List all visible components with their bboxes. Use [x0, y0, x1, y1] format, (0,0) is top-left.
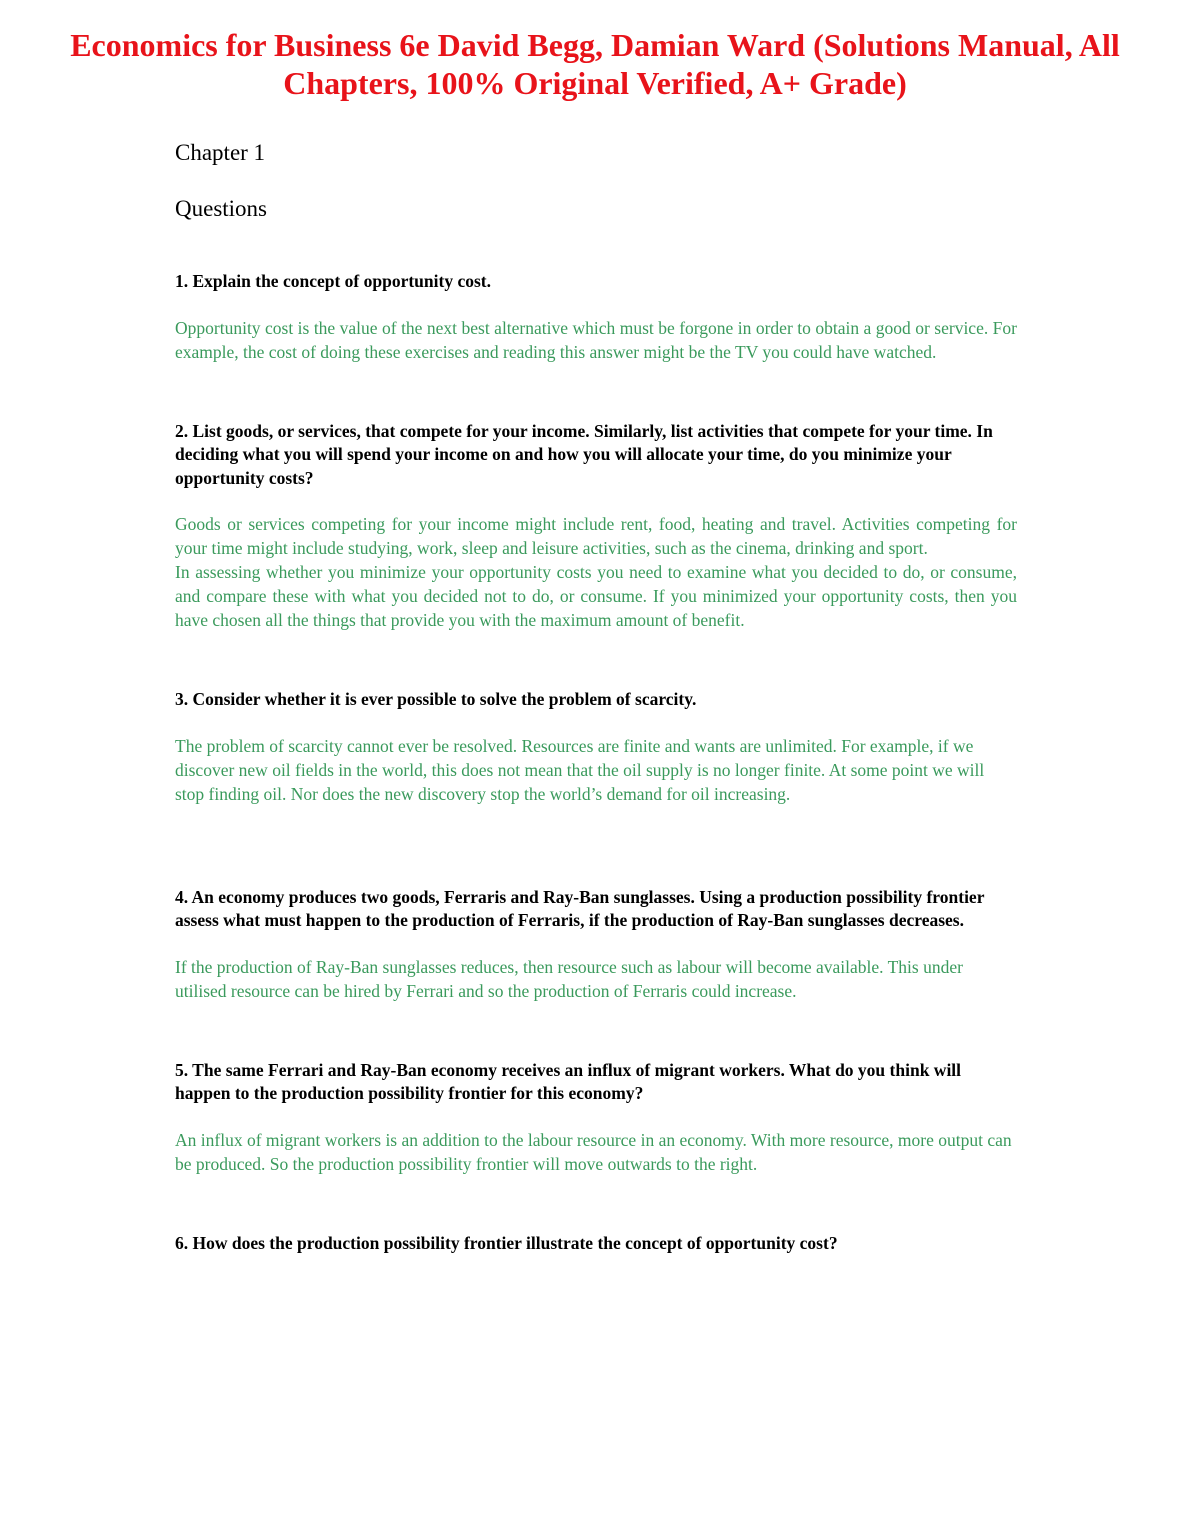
question-block-6 [175, 1232, 1017, 1256]
question-text: 6. How does the production possibility frontier illustrate the concept of opportunity cost? [175, 1232, 838, 1253]
question-text: 3. Consider whether it is ever possible to solve the problem of scarcity. [175, 689, 697, 709]
question-block-5 [175, 1059, 1017, 1176]
question-text: 4. An economy produces two goods, Ferraris and Ray-Ban sunglasses. Using a production possibility frontier assess what must happen to the production of Ferraris, if the production of Ray-Ban sunglasses decreases. [175, 886, 985, 930]
question-block-1 [175, 270, 1017, 364]
question-block-4 [175, 886, 1017, 1003]
answer-text: An influx of migrant workers is an addition to the labour resource in an economy. With more resource, more output can be produced. So the production possibility frontier will move outwards to the right. [175, 1129, 1012, 1174]
question-text: 5. The same Ferrari and Ray-Ban economy receives an influx of migrant workers. What do you think will happen to the production possibility frontier for this economy? [175, 1059, 962, 1103]
answer-text [175, 512, 1017, 632]
document-title: Economics for Business 6e David Begg, Damian Ward (Solutions Manual, All Chapters, 100% Original Verified, A+ Grade) [70, 27, 1120, 101]
answer-paragraph: In assessing whether you minimize your opportunity costs you need to examine what you decided to do, or consume, and compare these with what you decided not to do, or consume. If you minimized your opportunity costs, then you have chosen all the things that provide you with the maximum amount of benefit. [175, 562, 1017, 630]
answer-text: The problem of scarcity cannot ever be resolved. Resources are finite and wants are unlimited. For example, if we discover new oil fields in the world, this does not mean that the oil supply is no longer finite. At some point we will stop finding oil. Nor does the new discovery stop the world’s demand for oil increasing. [175, 735, 985, 804]
document-body [175, 138, 1017, 1277]
answer-text: Opportunity cost is the value of the next best alternative which must be forgone in order to obtain a good or service. For example, the cost of doing these exercises and reading this answer might be the TV you could have watched. [175, 317, 1017, 362]
chapter-heading: Chapter 1 [175, 140, 266, 165]
question-text: 1. Explain the concept of opportunity cost. [175, 271, 491, 291]
question-block-2 [175, 420, 1017, 633]
question-block-3 [175, 688, 1017, 806]
question-text: 2. List goods, or services, that compete for your income. Similarly, list activities that compete for your time. In deciding what you will spend your income on and how you will allocate your time, do you minimize your opportunity costs? [175, 420, 993, 488]
answer-paragraph: Goods or services competing for your income might include rent, food, heating and travel. Activities competing for your time might include studying, work, sleep and leisure activities, such as the cinema, drinking and sport. [175, 514, 1017, 558]
section-heading: Questions [175, 196, 267, 221]
answer-text: If the production of Ray-Ban sunglasses reduces, then resource such as labour will become available. This under utilised resource can be hired by Ferrari and so the production of Ferraris could increase. [175, 956, 963, 1001]
